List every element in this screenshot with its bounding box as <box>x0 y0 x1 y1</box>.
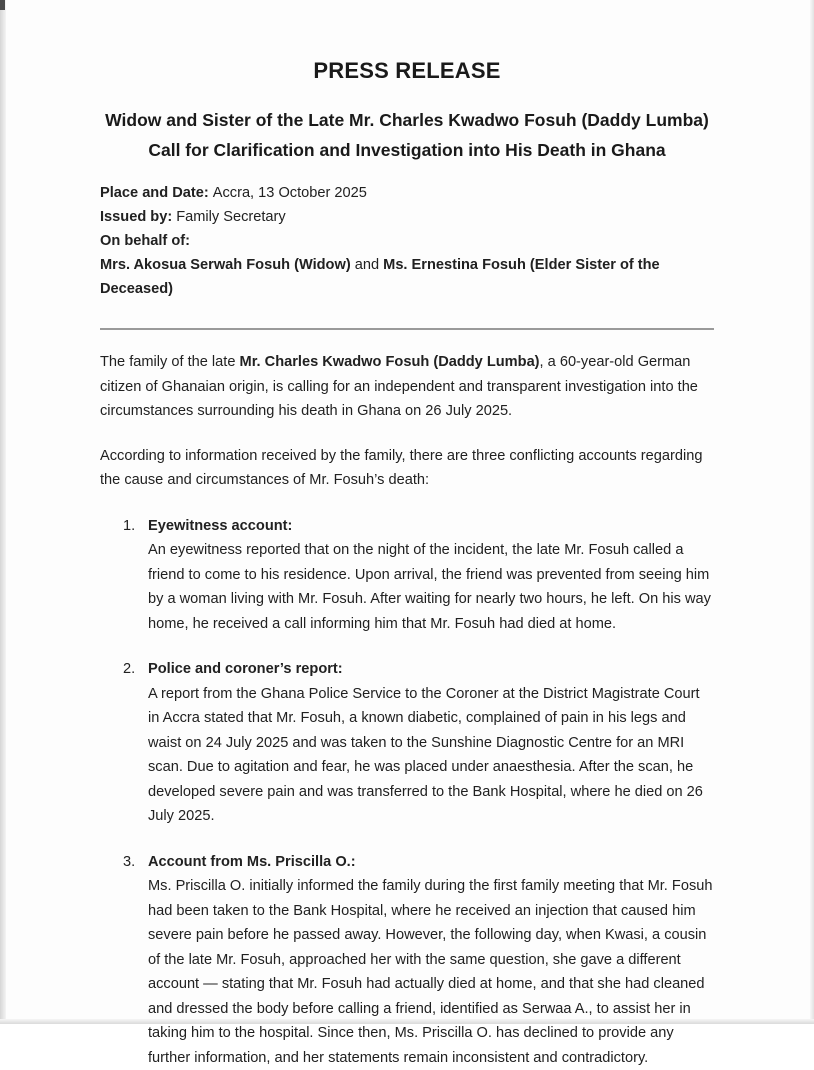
list-number: 2. <box>123 657 148 829</box>
meta-block <box>100 181 714 301</box>
document-content <box>100 0 714 1070</box>
account-heading: Police and coroner’s report: <box>148 657 714 682</box>
scan-corner-artifact <box>0 0 5 10</box>
accounts-list <box>100 514 714 1070</box>
account-text: An eyewitness reported that on the night of the incident, the late Mr. Fosuh called a friend to come to his residence. Upon arrival, the friend was prevented from seeing him by a woman living with Mr. Fosuh. After waiting for nearly two hours, he left. On his way home, he received a call informing him that Mr. Fosuh had died at home. <box>148 538 714 636</box>
list-number: 3. <box>123 850 148 1070</box>
accounts-intro-paragraph: According to information received by the family, there are three conflicting accounts regarding the cause and circumstances of Mr. Fosuh’s death: <box>100 444 714 493</box>
section-divider <box>100 328 714 330</box>
account-heading: Account from Ms. Priscilla O.: <box>148 850 714 875</box>
account-text: A report from the Ghana Police Service to the Coroner at the District Magistrate Court in Accra stated that Mr. Fosuh, a known diabetic, complained of pain in his legs and waist on 24 July 2025 and was taken to the Sunshine Diagnostic Centre for an MRI scan. Due to agitation and fear, he was placed under anaesthesia. After the scan, he developed severe pain and was transferred to the Bank Hospital, where he died on 26 July 2025. <box>148 682 714 829</box>
list-item-eyewitness-account <box>100 514 714 637</box>
intro-paragraph: The family of the late Mr. Charles Kwadwo Fosuh (Daddy Lumba), a 60-year-old German citizen of Ghanaian origin, is calling for an independent and transparent investigation into the circumstances surrounding his death in Ghana on 26 July 2025. <box>100 350 714 424</box>
meta-issued-by: Issued by: Family Secretary <box>100 205 714 229</box>
meta-representatives: Mrs. Akosua Serwah Fosuh (Widow) and Ms. Ernestina Fosuh (Elder Sister of the Deceased) <box>100 253 714 301</box>
document-subtitle: Widow and Sister of the Late Mr. Charles Kwadwo Fosuh (Daddy Lumba) Call for Clarification and Investigation into His Death in Ghana <box>100 105 714 165</box>
page-edge-left <box>0 0 6 1024</box>
list-item-police-coroner-report <box>100 657 714 829</box>
page-edge-right <box>810 0 814 1024</box>
account-text: Ms. Priscilla O. initially informed the family during the first family meeting that Mr. Fosuh had been taken to the Bank Hospital, where he received an injection that caused him severe pain before he passed away. However, the following day, when Kwasi, a cousin of the late Mr. Fosuh, approached her with the same question, she gave a different account — stating that Mr. Fosuh had actually died at home, and that she had cleaned and dressed the body before calling a friend, identified as Serwaa A., to assist her in taking him to the hospital. Since then, Ms. Priscilla O. has declined to provide any further information, and her statements remain inconsistent and contradictory. <box>148 874 714 1070</box>
document-title: PRESS RELEASE <box>100 58 714 84</box>
list-number: 1. <box>123 514 148 637</box>
account-heading: Eyewitness account: <box>148 514 714 539</box>
meta-place-and-date: Place and Date: Accra, 13 October 2025 <box>100 181 714 205</box>
meta-on-behalf-of: On behalf of: <box>100 229 714 253</box>
list-item-priscilla-account <box>100 850 714 1070</box>
